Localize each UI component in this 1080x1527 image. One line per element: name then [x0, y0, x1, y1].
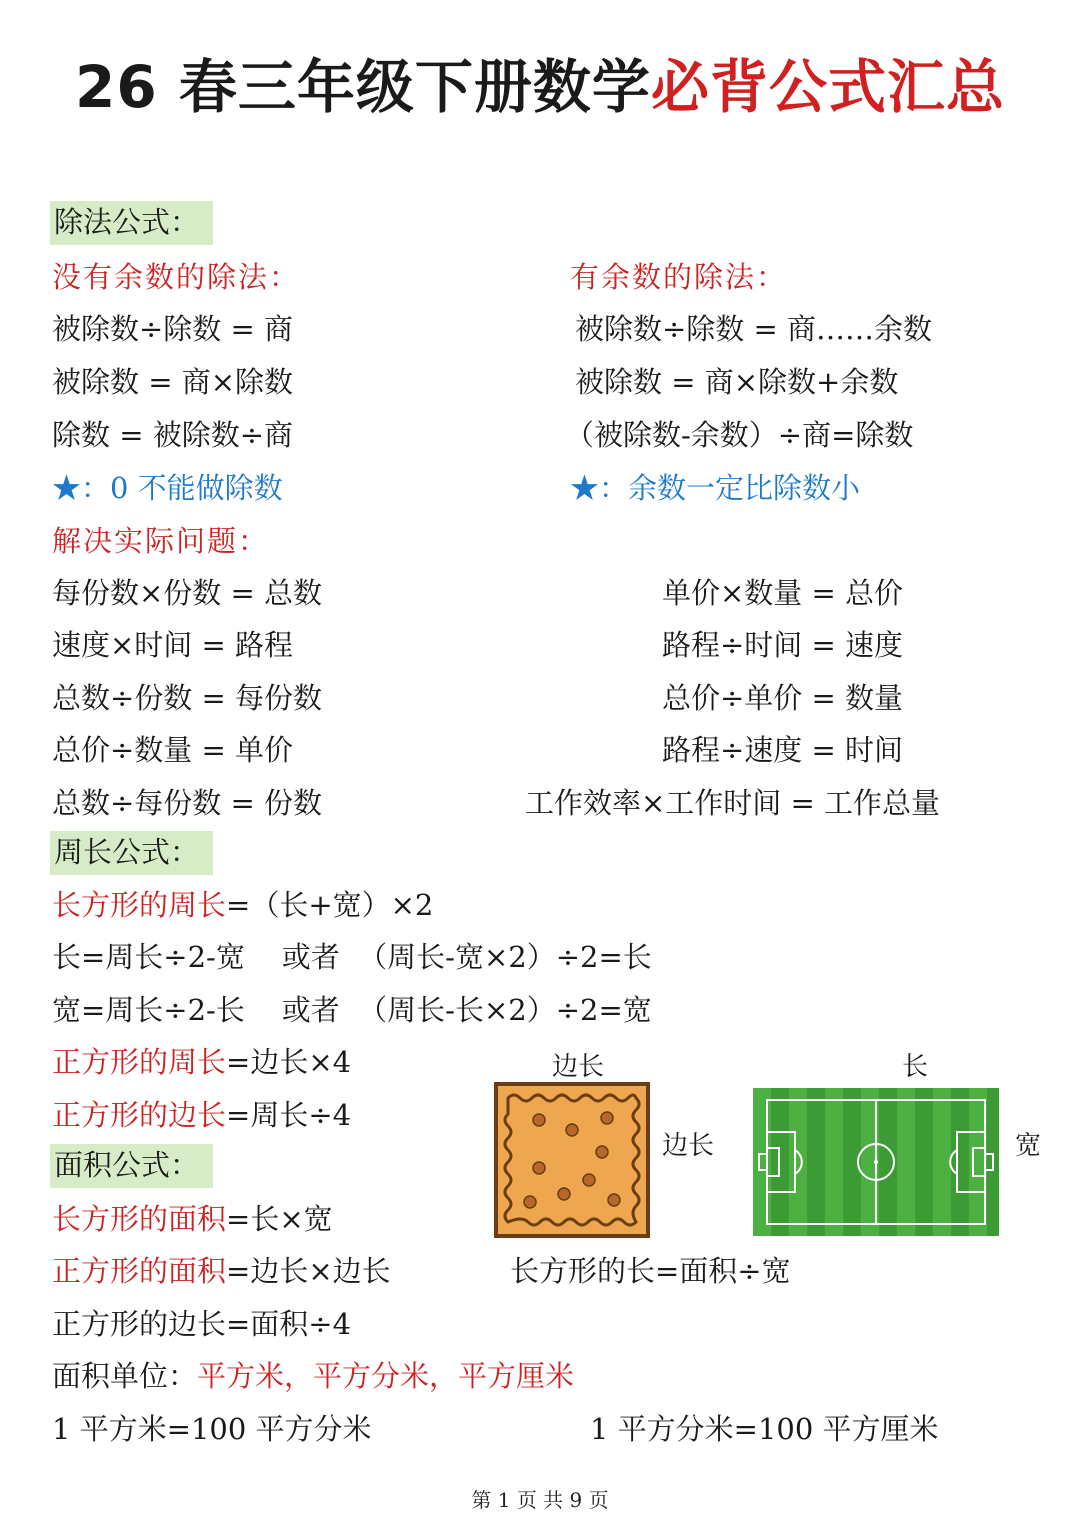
page-footer: 第 1 页 共 9 页	[471, 1488, 609, 1512]
rect-length-area-formula: 长方形的长=面积÷宽	[510, 1254, 791, 1288]
soccer-field-image	[753, 1088, 999, 1236]
square-area-formula: 正方形的面积=边长×边长	[52, 1254, 391, 1288]
square-side-label: 边长	[662, 1131, 715, 1161]
with-remainder-note: ★：余数一定比除数小	[570, 471, 861, 505]
area-units: 面积单位：平方米，平方分米，平方厘米	[52, 1359, 575, 1393]
problem-formula: 总数÷每份数 = 份数	[52, 786, 323, 820]
perimeter-header: 周长公式：	[50, 835, 213, 870]
square-side-area-formula: 正方形的边长=面积÷4	[52, 1307, 352, 1341]
problem-formula: 总价÷数量 = 单价	[52, 733, 294, 767]
problem-formula: 单价×数量 = 总价	[662, 576, 904, 610]
problem-formula: 总价÷单价 = 数量	[662, 681, 904, 715]
division-line: 除数 = 被除数÷商	[52, 418, 294, 452]
problem-formula: 工作效率×工作时间 = 工作总量	[525, 786, 941, 820]
no-remainder-heading: 没有余数的除法：	[52, 260, 301, 294]
square-side-formula: 正方形的边长=周长÷4	[52, 1098, 352, 1132]
problem-formula: 每份数×份数 = 总数	[52, 576, 323, 610]
problem-formula: 路程÷速度 = 时间	[662, 733, 904, 767]
cracker-square-image	[494, 1082, 650, 1238]
area-header: 面积公式：	[50, 1148, 213, 1183]
remainder-line: 被除数 = 商×除数+余数	[575, 365, 899, 399]
problem-formula: 速度×时间 = 路程	[52, 628, 294, 662]
square-top-label: 边长	[552, 1052, 605, 1082]
square-perimeter-formula: 正方形的周长=边长×4	[52, 1045, 352, 1079]
division-line: 被除数 = 商×除数	[52, 365, 294, 399]
unit-conversion: 1 平方分米=100 平方厘米	[590, 1412, 939, 1446]
unit-conversion: 1 平方米=100 平方分米	[52, 1412, 372, 1446]
division-header: 除法公式：	[50, 205, 213, 240]
rect-width-formula: 宽=周长÷2-长 或者 （周长-长×2）÷2=宽	[52, 993, 652, 1027]
division-line: 被除数÷除数 = 商	[52, 312, 294, 346]
no-remainder-note: ★：0 不能做除数	[52, 471, 283, 505]
rect-area-formula: 长方形的面积=长×宽	[52, 1202, 333, 1236]
problems-heading: 解决实际问题：	[52, 524, 270, 558]
remainder-line: 被除数÷除数 = 商……余数	[575, 312, 933, 346]
field-side-label: 宽	[1015, 1131, 1042, 1161]
title-highlight: 必背公式汇总	[650, 53, 1005, 121]
problem-formula: 总数÷份数 = 每份数	[52, 681, 323, 715]
field-top-label: 长	[902, 1052, 929, 1082]
remainder-line: （被除数-余数）÷商=除数	[565, 418, 914, 452]
title-main: 26 春三年级下册数学	[75, 53, 651, 121]
with-remainder-heading: 有余数的除法：	[570, 260, 788, 294]
problem-formula: 路程÷时间 = 速度	[662, 628, 904, 662]
rect-length-formula: 长=周长÷2-宽 或者 （周长-宽×2）÷2=长	[52, 940, 652, 974]
page-title	[0, 40, 1080, 124]
rect-perimeter-formula: 长方形的周长=（长+宽）×2	[52, 888, 434, 922]
